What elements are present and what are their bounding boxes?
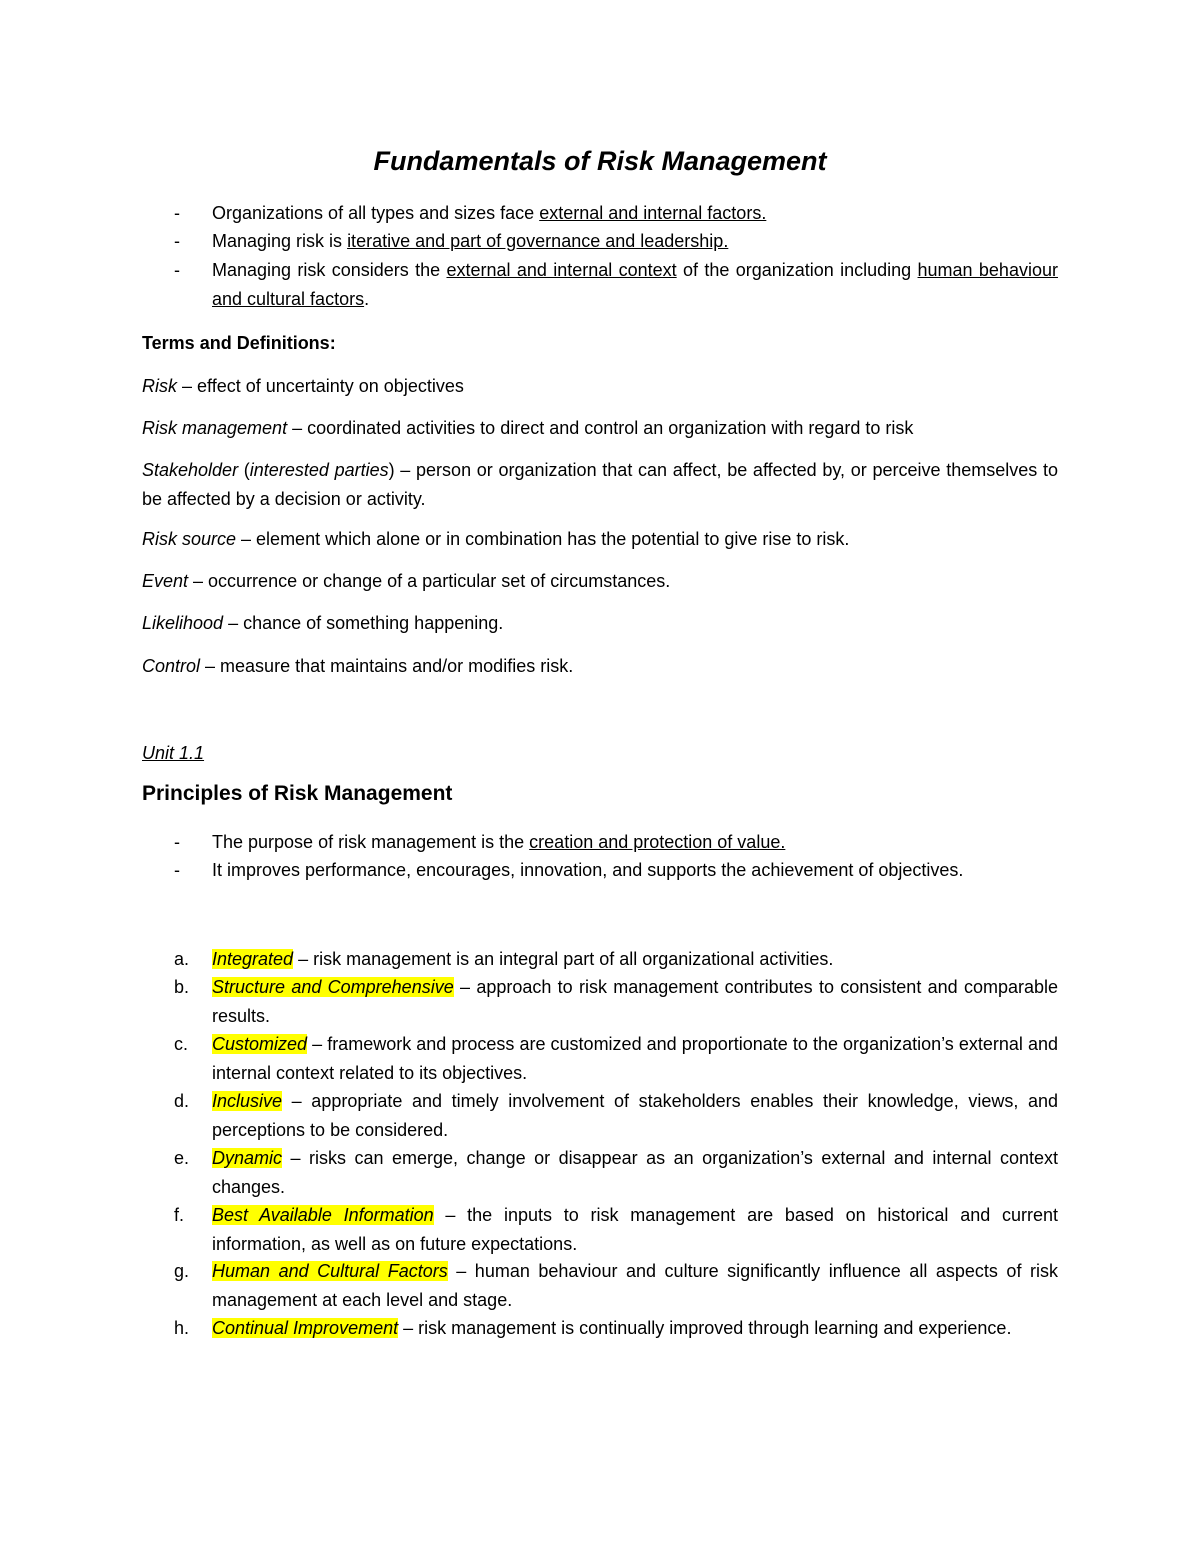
bullet-text: Managing risk considers the [212,260,447,280]
intro-bullet [212,199,1058,228]
principle-desc: – risk management is continually improved through learning and experience. [398,1318,1012,1338]
principle-item [212,945,1058,974]
list-marker: g. [174,1261,190,1281]
bullet-marker: - [174,203,180,223]
definition [142,414,1058,443]
bullet-marker: - [174,832,180,852]
bullet-text: Organizations of all types and sizes face [212,203,540,223]
bullet-text: Managing risk is [212,231,348,251]
bullet-marker: - [174,260,180,280]
definition-text: – chance of something happening. [223,613,504,633]
principle-bullet [212,856,1058,885]
list-marker: b. [174,977,190,997]
principle-desc: – risk management is an integral part of all organizational activities. [293,949,834,969]
highlighted-term: Best Available Information [212,1205,434,1225]
underlined-text: creation and protection of value. [529,832,786,852]
bullet-text: of the organization including [676,260,918,280]
definition-term: Risk management [142,418,288,438]
definition [142,372,1058,401]
terms-heading: Terms and Definitions: [142,333,336,353]
list-marker: f. [174,1205,185,1225]
definition-term: Likelihood [142,613,224,633]
definition: Stakeholder (interested parties) – person or organization that can affect, be affected by, or perceive themselves to be affected by a decision or activity. [142,460,1059,509]
list-marker: d. [174,1091,190,1111]
underlined-text: external and internal context [446,260,677,280]
principle-item [212,1314,1058,1343]
definition [142,609,1058,638]
principle-item [212,973,1058,1030]
highlighted-term: Dynamic [212,1148,283,1168]
principle-desc: – risks can emerge, change or disappear as an organization’s external and internal context changes. [212,1148,1058,1197]
definition-term: Event [142,571,189,591]
principle-item [212,1257,1058,1314]
highlighted-term: Inclusive [212,1091,283,1111]
definition-text: – element which alone or in combination has the potential to give rise to risk. [236,529,850,549]
underlined-text: iterative and part of governance and leadership. [347,231,729,251]
underlined-text: human behaviour and cultural factors [212,260,1058,309]
principle-item [212,1030,1058,1087]
unit-label: Unit 1.1 [142,743,205,763]
list-marker: h. [174,1318,190,1338]
highlighted-term: Structure and Comprehensive [212,977,454,997]
page-title: Fundamentals of Risk Management [373,146,827,176]
list-marker: e. [174,1148,190,1168]
list-marker: c. [174,1034,189,1054]
definition [142,652,1058,681]
bullet-marker: - [174,860,180,880]
intro-bullet [212,256,1058,313]
principle-desc: – framework and process are customized and proportionate to the organization’s external and internal context related to its objectives. [212,1034,1058,1083]
definition-text: – occurrence or change of a particular set of circumstances. [188,571,671,591]
principle-desc: – human behaviour and culture significantly influence all aspects of risk management at each level and stage. [212,1261,1058,1310]
highlighted-term: Integrated [212,949,294,969]
highlighted-term: Continual Improvement [212,1318,399,1338]
definition-text: – person or organization that can affect, be affected by, or perceive themselves to be affected by a decision or activity. [142,460,1059,509]
bullet-text: . [364,288,370,309]
definition-text: – effect of uncertainty on objectives [177,376,464,396]
definition-term: Risk [142,376,177,396]
bullet-text: The purpose of risk management is the [212,832,530,852]
principle-desc: – appropriate and timely involvement of stakeholders enables their knowledge, views, and perceptions to be considered. [212,1091,1058,1140]
definition-text: – measure that maintains and/or modifies risk. [200,656,574,676]
highlighted-term: Human and Cultural Factors [212,1261,448,1281]
definition-text: – coordinated activities to direct and control an organization with regard to risk [287,418,914,438]
intro-bullet [212,227,1058,256]
bullet-text: It improves performance, encourages, innovation, and supports the achievement of objectives. [212,860,964,880]
principle-item [212,1144,1058,1201]
definition-term: Stakeholder [142,460,239,480]
principle-item [212,1201,1058,1258]
definition-term: Control [142,656,201,676]
bullet-marker: - [174,231,180,251]
principle-desc: – the inputs to risk management are based on historical and current information, as well as on future expectations. [212,1205,1058,1254]
list-marker: a. [174,949,190,969]
definition [142,567,1058,596]
principle-bullet [212,828,1058,857]
principle-item [212,1087,1058,1144]
section-heading: Principles of Risk Management [142,782,453,805]
definition [142,525,1058,554]
underlined-text: external and internal factors. [539,203,767,223]
principle-desc: – approach to risk management contributes to consistent and comparable results. [212,977,1058,1026]
highlighted-term: Customized [212,1034,308,1054]
definition-term-alias: interested parties [249,460,389,480]
definition-term: Risk source [142,529,237,549]
